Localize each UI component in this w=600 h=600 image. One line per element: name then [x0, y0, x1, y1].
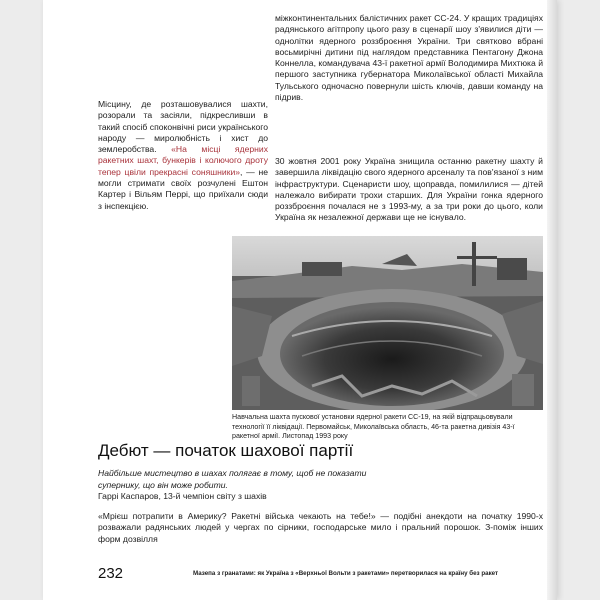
left-paragraph — [98, 99, 268, 212]
highlighted-quote: «На місці ядерних ракетних шахт, бункерів і колючого дроту тепер цвіли прекрасні соняшники» — [98, 144, 268, 177]
bottom-paragraph: «Мрієш потрапити в Америку? Ракетні війська чекають на тебе!» — подібні анекдоти на початку 1990-х розважали радянських людей у чергах по сірники, господарське мило і пральний порошок. З-поміж інших форм дозвілля — [98, 511, 543, 544]
top-paragraph: міжконтинентальних балістичних ракет СС-24. У кращих традиціях радянського агітпропу цього разу в сценарії шоу з'явилися діти — однолітки ядерного роззброєння України. Три святково вбрані восьмирічні дитини під наглядом представника Пентагону Джона Коннелла, командувача 43-ї ракетної армії Володимира Михтюка й першого заступника губернатора Миколаївської області Михайла Тульського одночасно повернули шість ключів, давши команду на підрив. — [275, 13, 543, 103]
epigraph-quote: Найбільше мистецтво в шахах полягає в тому, щоб не показати супернику, що він може робити. — [98, 468, 367, 490]
running-footer-title: Мазепа з гранатами: як Україна з «Верхньої Вольти з ракетами» перетворилася на країну без ракет — [193, 570, 499, 577]
section-heading: Дебют — початок шахової партії — [98, 441, 354, 460]
silo-photo-image — [232, 236, 543, 410]
right-paragraph: 30 жовтня 2001 року Україна знищила останню ракетну шахту й завершила ліквідацію свого ядерного арсеналу та пов'язаної з ним інфраструктури. Сценаристи шоу, щоправда, помилилися — дітей належало вибирати трохи старших. Для України гонка ядерного роззброєння почалася не з 1993-му, а за три роки до цього, коли Україна як незалежної держави ще не існувало. — [275, 156, 543, 223]
book-page — [43, 0, 557, 600]
page-spine-shadow — [547, 0, 557, 600]
left-paragraph-text: Місцину, де розташовувалися шахти, розорали та засіяли, підкресливши в такий спосіб споконвічні риси українського народу — миролюбність і хист до землеробства. — [98, 99, 268, 155]
left-paragraph-tail: , — не могли стримати своїх розчулені Ештон Картер і Вільям Перрі, що приїхали сюди з інспекцією. — [98, 166, 268, 211]
photo-caption: Навчальна шахта пускової установки ядерної ракети СС-19, на якій відпрацьовували технології її ліквідації. Первомайськ, Миколаївська область, 46-та ракетна дивізія 43-ї ракетної армії. Листопад 1993 року — [232, 413, 515, 441]
epigraph-author: Гаррі Каспаров, 13-й чемпіон світу з шахів — [98, 491, 267, 502]
page-number: 232 — [98, 565, 124, 582]
epigraph — [98, 468, 398, 503]
missile-silo-photo — [232, 236, 543, 410]
